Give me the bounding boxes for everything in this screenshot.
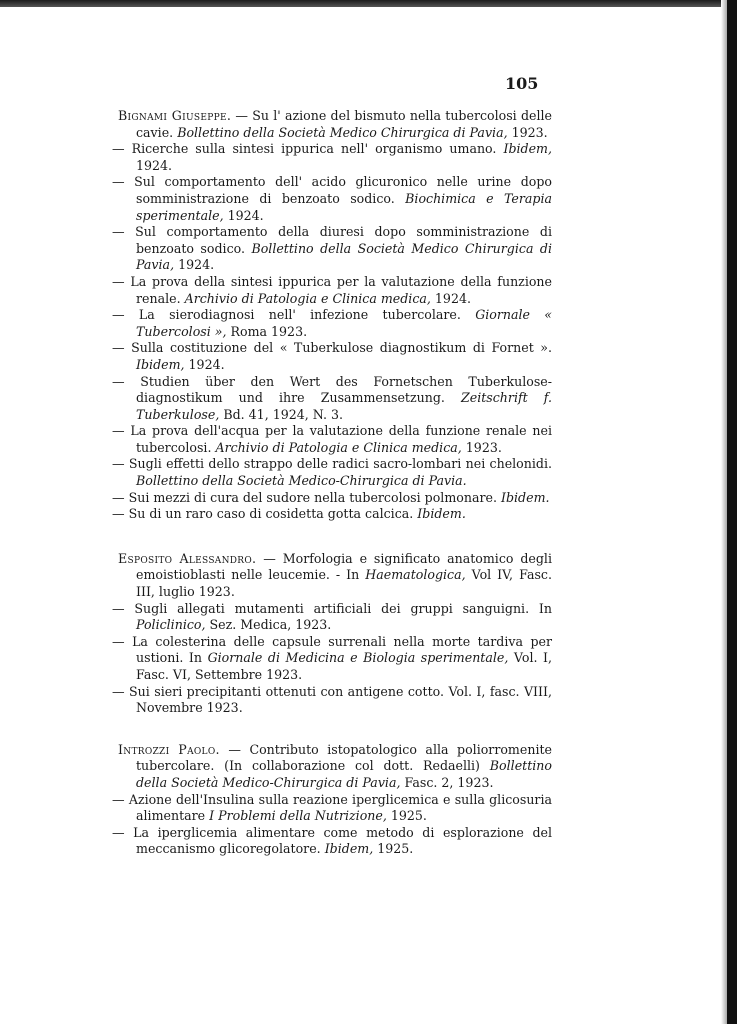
bibliography <box>112 108 552 858</box>
bibliography-entry: — La colesterina delle capsule surrenali nella morte tardiva per ustioni. In Giornale di Medicina e Biologia sperimentale, Vol. I, Fasc. VI, Settembre 1923. <box>112 633 552 682</box>
author-section-introzzi <box>112 742 552 858</box>
author-name: Introzzi Paolo. <box>118 741 220 757</box>
bibliography-entry: — Sul comportamento dell' acido glicuronico nelle urine dopo somministrazione di benzoato sodico. Biochimica e Terapia sperimentale, 1924. <box>112 174 552 223</box>
bibliography-entry: Bignami Giuseppe. — Su l' azione del bismuto nella tubercolosi delle cavie. Bollettino della Società Medico Chirurgica di Pavia, 1923. <box>118 108 552 140</box>
bibliography-entry: — Sui sieri precipitanti ottenuti con antigene cotto. Vol. I, fasc. VIII, Novembre 1923. <box>112 683 552 716</box>
bibliography-entry: — Azione dell'Insulina sulla reazione iperglicemica e sulla glicosuria alimentare I Problemi della Nutrizione, 1925. <box>112 791 552 824</box>
bibliography-entry: Introzzi Paolo. — Contributo istopatologico alla poliorromenite tubercolare. (In collaborazione col dott. Redaelli) Bollettino della Società Medico-Chirurgica di Pavia, Fasc. 2, 1923. <box>118 741 552 790</box>
bibliography-entry: Esposito Alessandro. — Morfologia e significato anatomico degli emoistioblasti nelle leucemie. - In Haematologica, Vol IV, Fasc. III, luglio 1923. <box>118 550 552 600</box>
bibliography-entry: — Sui mezzi di cura del sudore nella tubercolosi polmonare. Ibidem. <box>112 489 550 505</box>
author-section-bignami <box>112 108 552 523</box>
scan-right-border <box>727 0 737 1024</box>
bibliography-entry: — Ricerche sulla sintesi ippurica nell' organismo umano. Ibidem, 1924. <box>112 141 552 173</box>
page-number: 105 <box>505 74 539 93</box>
bibliography-entry: — La prova della sintesi ippurica per la valutazione della funzione renale. Archivio di Patologia e Clinica medica, 1924. <box>112 273 552 306</box>
author-name: Esposito Alessandro. <box>118 550 257 566</box>
author-name: Bignami Giuseppe. <box>118 108 232 123</box>
bibliography-entry: — Sul comportamento della diuresi dopo somministrazione di benzoato sodico. Bollettino della Società Medico Chirurgica di Pavia, 1924. <box>112 224 552 273</box>
bibliography-entry: — Sulla costituzione del « Tuberkulose diagnostikum di Fornet ». Ibidem, 1924. <box>112 340 552 372</box>
bibliography-entry: — La iperglicemia alimentare come metodo di esplorazione del meccanismo glicoregolatore. Ibidem, 1925. <box>112 824 552 857</box>
bibliography-entry: — Su di un raro caso di cosidetta gotta calcica. Ibidem. <box>112 506 466 522</box>
bibliography-entry: — Sugli effetti dello strappo delle radici sacro-lombari nei chelonidi. Bollettino della Società Medico-Chirurgica di Pavia. <box>112 456 552 489</box>
bibliography-entry: — Sugli allegati mutamenti artificiali dei gruppi sanguigni. In Policlinico, Sez. Medica, 1923. <box>112 600 552 633</box>
author-section-esposito <box>112 551 552 717</box>
bibliography-entry: — La prova dell'acqua per la valutazione della funzione renale nei tubercolosi. Archivio di Patologia e Clinica medica, 1923. <box>112 423 552 455</box>
bibliography-entry: — Studien über den Wert des Fornetschen Tuberkulose-diagnostikum und ihre Zusammensetzung. Zeitschrift f. Tuberkulose, Bd. 41, 1924, N. 3. <box>112 373 552 422</box>
bibliography-entry: — La sierodiagnosi nell' infezione tubercolare. Giornale « Tubercolosi », Roma 1923. <box>112 307 552 339</box>
scan-top-border <box>0 0 737 7</box>
